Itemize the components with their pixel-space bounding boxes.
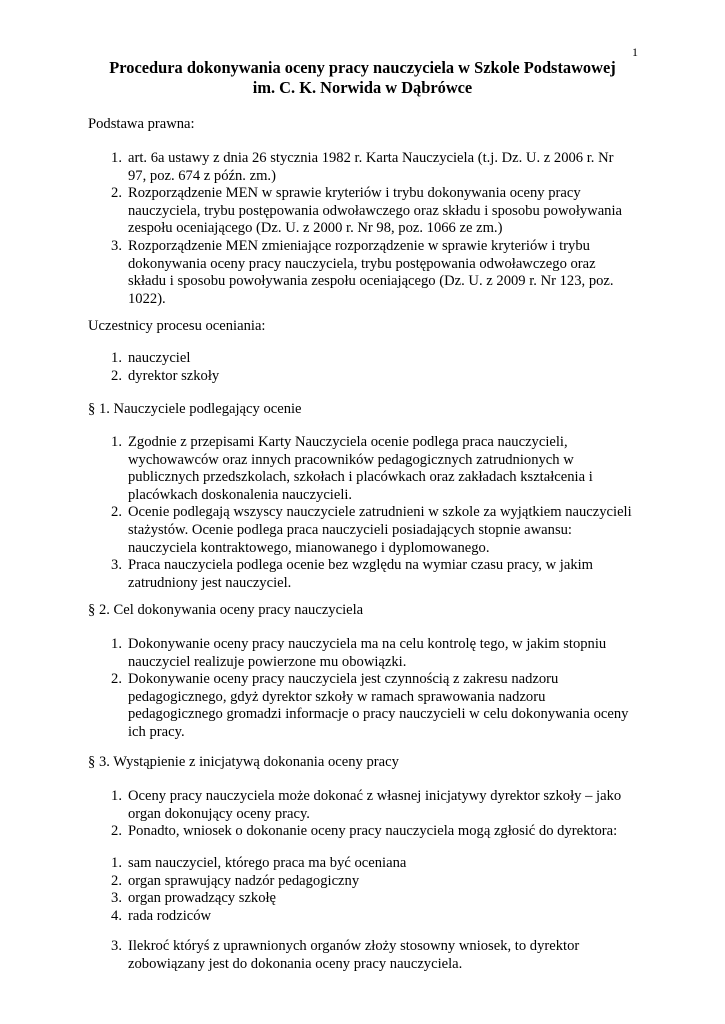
list-text — [128, 434, 638, 504]
text-line: nauczyciela kontraktowego, mianowanego i dyplomowanego. — [128, 539, 490, 556]
list-text — [128, 504, 638, 557]
list-text — [128, 855, 638, 873]
list-number: 1. — [111, 855, 122, 871]
list-item — [88, 671, 648, 741]
list-text — [128, 368, 638, 386]
legal-basis-list — [88, 150, 648, 308]
text-line: pedagogicznego gromadzi informacje o pracy nauczycieli w celu dokonywania oceny — [128, 706, 629, 723]
text-line: Ocenie podlegają wszyscy nauczyciele zatrudnieni w szkole za wyjątkiem nauczycieli — [128, 504, 632, 521]
list-text — [128, 823, 638, 841]
list-item — [88, 938, 648, 973]
list-item — [88, 434, 648, 504]
section-1-heading: § 1. Nauczyciele podlegający ocenie — [88, 401, 302, 417]
list-text — [128, 150, 638, 185]
list-number: 3. — [111, 938, 122, 954]
list-item — [88, 557, 648, 592]
section-3-list — [88, 788, 648, 841]
text-line: wychowawców oraz innych pracowników pedagogicznych zatrudnionych w — [128, 451, 574, 468]
page-number: 1 — [632, 45, 638, 59]
list-text — [128, 238, 638, 308]
list-number: 1. — [111, 150, 122, 166]
text-line: Dokonywanie oceny pracy nauczyciela ma na celu kontrolę tego, w jakim stopniu — [128, 636, 607, 652]
list-text — [128, 350, 638, 368]
list-text — [128, 890, 638, 908]
text-line: zatrudniony jest nauczyciel. — [128, 574, 292, 591]
list-number: 1. — [111, 788, 122, 804]
list-text — [128, 938, 638, 973]
list-number: 1. — [111, 350, 122, 366]
list-number: 2. — [111, 823, 122, 840]
text-line: Ponadto, wniosek o dokonanie oceny pracy nauczyciela mogą zgłosić do dyrektora: — [128, 823, 618, 840]
list-item — [88, 855, 648, 873]
list-item — [88, 238, 648, 308]
list-item — [88, 908, 648, 926]
text-line: nauczyciel realizuje powierzone mu obowiązki. — [128, 653, 407, 670]
text-line: 1022). — [128, 290, 166, 307]
list-item — [88, 636, 648, 671]
text-line: organ sprawujący nadzór pedagogiczny — [128, 872, 360, 889]
text-line: dokonywania oceny pracy nauczyciela, trybu postępowania odwoławczego oraz — [128, 255, 596, 272]
section-1-list — [88, 434, 648, 592]
list-item — [88, 150, 648, 185]
list-number: 1. — [111, 434, 122, 450]
text-line: art. 6a ustawy z dnia 26 stycznia 1982 r. Karta Nauczyciela (t.j. Dz. U. z 2006 r. Nr — [128, 150, 614, 166]
section-3-heading: § 3. Wystąpienie z inicjatywą dokonania oceny pracy — [88, 754, 399, 770]
list-number: 3. — [111, 557, 122, 574]
text-line: rada rodziców — [128, 907, 212, 924]
section-3-item-3 — [88, 938, 648, 973]
participants-list — [88, 350, 648, 385]
list-number: 3. — [111, 237, 122, 254]
text-line: stażystów. Ocenie podlega praca nauczycieli posiadających stopnie awansu: — [128, 521, 572, 538]
title-line-2: im. C. K. Norwida w Dąbrówce — [252, 78, 473, 97]
text-line: dyrektor szkoły — [128, 367, 220, 384]
text-line: organ prowadzący szkołę — [128, 890, 277, 907]
text-line: Rozporządzenie MEN zmieniające rozporządzenie w sprawie kryteriów i trybu — [128, 237, 590, 254]
text-line: Ilekroć któryś z uprawnionych organów złoży stosowny wniosek, to dyrektor — [128, 938, 580, 954]
title-line-1: Procedura dokonywania oceny pracy nauczyciela w Szkole Podstawowej — [109, 58, 616, 77]
list-text — [128, 636, 638, 671]
text-line: Zgodnie z przepisami Karty Nauczyciela ocenie podlega praca nauczycieli, — [128, 434, 568, 450]
text-line: Rozporządzenie MEN w sprawie kryteriów i trybu dokonywania oceny pracy — [128, 185, 581, 202]
text-line: pedagogicznego, gdyż dyrektor szkoły w ramach sprawowania nadzoru — [128, 688, 546, 705]
list-item — [88, 890, 648, 908]
legal-basis-heading: Podstawa prawna: — [88, 116, 195, 132]
text-line: zespołu oceniającego (Dz. U. z 2000 r. Nr 98, poz. 1066 ze zm.) — [128, 220, 503, 237]
list-text — [128, 185, 638, 238]
text-line: publicznych przedszkolach, szkołach i placówkach oraz zakładach kształcenia i — [128, 469, 593, 486]
list-number: 2. — [111, 367, 122, 384]
section-2-list — [88, 636, 648, 742]
text-line: 97, poz. 674 z późn. zm.) — [128, 167, 276, 184]
list-text — [128, 557, 638, 592]
section-2-heading: § 2. Cel dokonywania oceny pracy nauczyciela — [88, 602, 364, 618]
text-line: sam nauczyciel, którego praca ma być oceniana — [128, 855, 407, 871]
list-text — [128, 873, 638, 891]
list-number: 2. — [111, 504, 122, 521]
list-item — [88, 350, 648, 368]
text-line: Dokonywanie oceny pracy nauczyciela jest czynnością z zakresu nadzoru — [128, 671, 559, 688]
text-line: ich pracy. — [128, 723, 185, 740]
list-number: 2. — [111, 872, 122, 889]
list-number: 2. — [111, 185, 122, 202]
text-line: nauczyciela, trybu postępowania odwoławczego oraz składu i sposobu powoływania — [128, 202, 623, 219]
list-text — [128, 671, 638, 741]
list-item — [88, 823, 648, 841]
list-number: 2. — [111, 671, 122, 688]
text-line: placówkach doskonalenia nauczycieli. — [128, 486, 353, 503]
list-item — [88, 185, 648, 238]
text-line: nauczyciel — [128, 350, 191, 366]
participants-heading: Uczestnicy procesu oceniania: — [88, 318, 266, 334]
list-item — [88, 368, 648, 386]
list-number: 1. — [111, 636, 122, 652]
section-3-sublist — [88, 855, 648, 925]
list-item — [88, 873, 648, 891]
text-line: Praca nauczyciela podlega ocenie bez względu na wymiar czasu pracy, w jakim — [128, 557, 594, 574]
text-line: zobowiązany jest do dokonania oceny pracy nauczyciela. — [128, 955, 463, 972]
text-line: organ dokonujący oceny pracy. — [128, 805, 310, 822]
page-title — [0, 58, 725, 98]
list-item — [88, 788, 648, 823]
text-line: Oceny pracy nauczyciela może dokonać z własnej inicjatywy dyrektor szkoły – jako — [128, 788, 622, 804]
list-text — [128, 908, 638, 926]
list-item — [88, 504, 648, 557]
text-line: składu i sposobu powoływania zespołu oceniającego (Dz. U. z 2009 r. Nr 123, poz. — [128, 273, 614, 290]
list-text — [128, 788, 638, 823]
list-number: 3. — [111, 890, 122, 907]
list-number: 4. — [111, 907, 122, 924]
